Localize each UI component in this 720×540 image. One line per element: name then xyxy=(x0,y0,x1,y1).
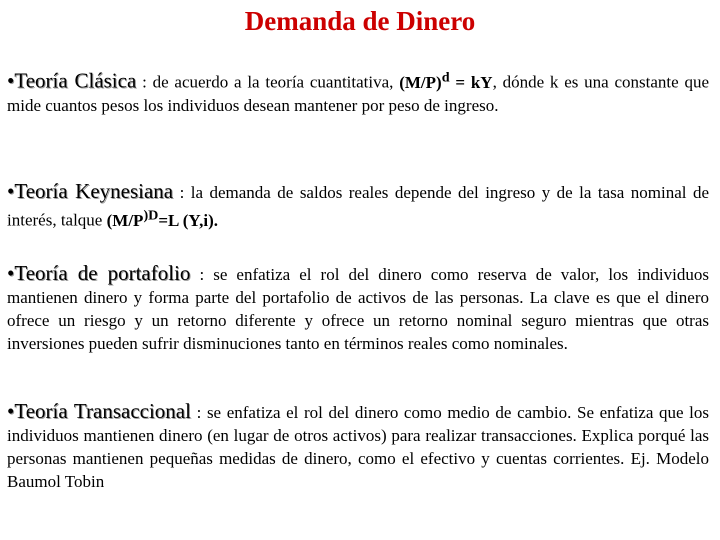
body-text: se enfatiza el rol del dinero como reserva de valor, los individuos mantienen dinero y forma parte del portafolio de activos de las personas. La clave es que el dinero ofrece un riesgo y un retorno diferente y ofrece un retorno nominal seguro mientras que otras inversiones pueden sufrir disminuciones tanto en términos reales como nominales. xyxy=(7,265,709,353)
formula-rest: = kY xyxy=(449,72,493,92)
formula-rest: =L (Y,i). xyxy=(158,210,218,230)
body-text: de acuerdo a la teoría cuantitativa, xyxy=(152,72,400,92)
body-text: la demanda de saldos reales depende del ingreso y de la tasa nominal de interés, talque xyxy=(7,183,709,230)
term-teoria-keynesiana: Teoría Keynesiana xyxy=(14,179,174,203)
term-separator: : xyxy=(136,72,153,92)
bullet-marker: • xyxy=(7,68,15,93)
bullet-teoria-keynesiana xyxy=(7,180,709,232)
bullet-marker: • xyxy=(7,179,15,203)
formula xyxy=(106,207,218,230)
bullet-teoria-portafolio xyxy=(7,262,709,355)
term-teoria-clasica: Teoría Clásica xyxy=(14,68,137,93)
term-teoria-transaccional: Teoría Transaccional xyxy=(14,399,191,423)
slide-title: Demanda de Dinero xyxy=(244,6,476,36)
body-text: se enfatiza el rol del dinero como medio de cambio. Se enfatiza que los individuos mantienen dinero (en lugar de otros activos) para realizar transacciones. Explica porqué las personas mantienen pequeñas medidas de dinero, como el efectivo y cuentas corrientes. Ej. Modelo Baumol Tobin xyxy=(7,403,710,491)
formula-superscript: d xyxy=(441,69,450,85)
term-teoria-portafolio: Teoría de portafolio xyxy=(14,261,191,285)
term-separator: : xyxy=(190,403,207,422)
bullet-teoria-transaccional xyxy=(7,400,709,493)
term-separator: : xyxy=(173,183,191,202)
formula xyxy=(399,69,493,92)
term-separator: : xyxy=(190,265,214,284)
formula-base: (M/P xyxy=(106,210,144,230)
formula-base: (M/P) xyxy=(399,72,442,92)
bullet-teoria-clasica xyxy=(7,66,709,117)
bullet-marker: • xyxy=(7,399,15,423)
bullet-marker: • xyxy=(7,261,15,285)
body-text-continued: , dónde k es una constante que mide cuantos pesos los individuos desean mantener por peso de ingreso. xyxy=(7,72,710,115)
formula-superscript: )D xyxy=(143,207,159,223)
